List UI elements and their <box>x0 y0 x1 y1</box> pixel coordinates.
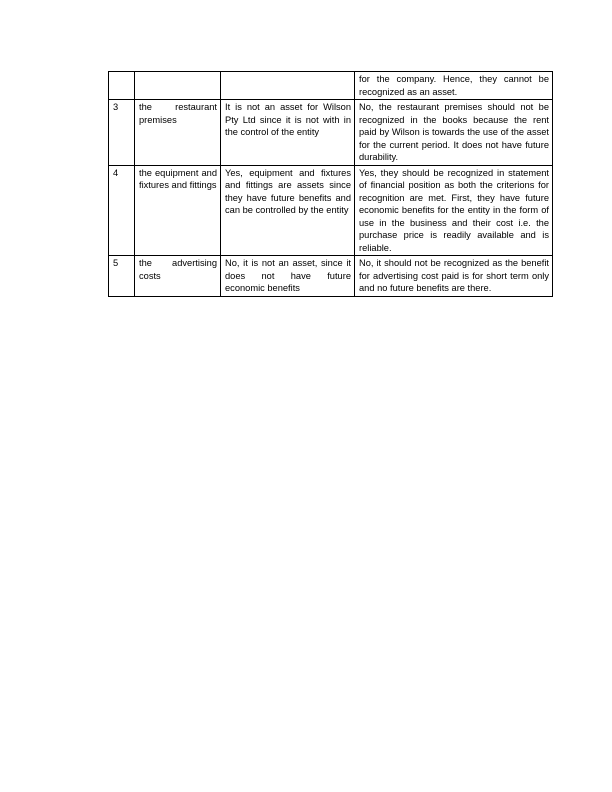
table-row <box>109 72 553 100</box>
table-row <box>109 256 553 297</box>
table-row <box>109 100 553 166</box>
item-cell: the equipment and fixtures and fittings <box>135 165 221 256</box>
item-cell: the advertising costs <box>135 256 221 297</box>
recognition-cell: No, the restaurant premises should not be recognized in the books because the rent paid by Wilson is towards the use of the asset for the current period. It does not have future durability. <box>355 100 553 166</box>
item-cell: the restaurant premises <box>135 100 221 166</box>
table-row <box>109 165 553 256</box>
is-asset-cell: Yes, equipment and fixtures and fittings are assets since they have future benefits and can be controlled by the entity <box>221 165 355 256</box>
is-asset-cell: It is not an asset for Wilson Pty Ltd since it is not with in the control of the entity <box>221 100 355 166</box>
row-number-cell <box>109 72 135 100</box>
row-number-cell: 4 <box>109 165 135 256</box>
is-asset-cell <box>221 72 355 100</box>
row-number-cell: 5 <box>109 256 135 297</box>
row-number-cell: 3 <box>109 100 135 166</box>
recognition-cell: Yes, they should be recognized in statement of financial position as both the criterions for recognition are met. First, they have future economic benefits for the entity in the form of use in the business and their cost i.e. the purchase price is readily available and is reliable. <box>355 165 553 256</box>
is-asset-cell: No, it is not an asset, since it does not have future economic benefits <box>221 256 355 297</box>
item-cell <box>135 72 221 100</box>
recognition-cell: No, it should not be recognized as the benefit for advertising cost paid is for short term only and no future benefits are there. <box>355 256 553 297</box>
recognition-cell: for the company. Hence, they cannot be recognized as an asset. <box>355 72 553 100</box>
asset-recognition-table <box>108 71 553 297</box>
